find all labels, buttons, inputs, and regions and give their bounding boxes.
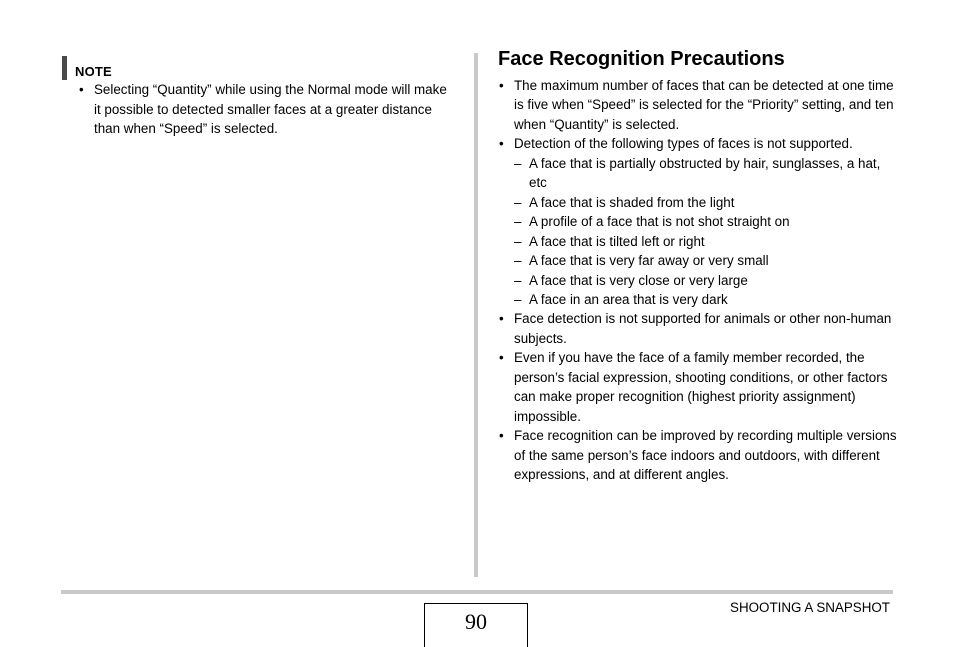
dash-icon: – xyxy=(514,253,522,269)
list-item xyxy=(498,76,898,134)
note-item xyxy=(62,80,452,139)
dash-icon: – xyxy=(514,155,522,171)
list-item xyxy=(498,309,898,348)
dash-icon: – xyxy=(514,214,522,230)
sub-list-item-text: A face that is very far away or very small xyxy=(529,253,769,269)
list-item-text: Face detection is not supported for animals or other non-human subjects. xyxy=(514,311,892,346)
section-title: Face Recognition Precautions xyxy=(498,48,785,70)
note-item-text: Selecting “Quantity” while using the Normal mode will make it possible to detected smaller faces at a greater distance than when “Speed” is selected. xyxy=(94,82,447,137)
note-section xyxy=(62,54,452,139)
sub-list xyxy=(514,154,898,310)
list-item-text: Face recognition can be improved by recording multiple versions of the same person’s face indoors and outdoors, with different expressions, and at different angles. xyxy=(514,428,897,483)
sub-list-item-text: A face in an area that is very dark xyxy=(529,291,728,307)
list-item xyxy=(498,348,898,426)
footer-divider xyxy=(61,590,893,594)
list-item-text: Even if you have the face of a family member recorded, the person’s facial expression, shooting conditions, or other factors can make proper recognition (highest priority assignment) impossible. xyxy=(514,350,888,424)
section-label: SHOOTING A SNAPSHOT xyxy=(730,600,890,615)
dash-icon: – xyxy=(514,291,522,307)
dash-icon: – xyxy=(514,194,522,210)
sub-list-item xyxy=(514,251,898,270)
note-header xyxy=(62,54,452,80)
sub-list-item xyxy=(514,154,898,193)
sub-list-item-text: A face that is very close or very large xyxy=(529,272,748,288)
list-item xyxy=(498,426,898,484)
note-title: NOTE xyxy=(75,64,112,79)
bullet-icon: • xyxy=(79,82,84,97)
column-divider xyxy=(474,53,478,577)
list-item-text: The maximum number of faces that can be detected at one time is five when “Speed” is selected for the “Priority” setting, and ten when “Quantity” is selected. xyxy=(514,78,894,132)
sub-list-item xyxy=(514,232,898,251)
bullet-icon: • xyxy=(499,136,504,152)
dash-icon: – xyxy=(514,233,522,249)
note-marker-bar xyxy=(62,56,67,80)
note-list xyxy=(62,80,452,139)
precautions-section xyxy=(498,47,898,485)
list-item-text: Detection of the following types of faces is not supported. xyxy=(514,136,853,152)
list-item xyxy=(498,134,898,309)
sub-list-item-text: A face that is shaded from the light xyxy=(529,194,735,210)
sub-list-item xyxy=(514,193,898,212)
sub-list-item-text: A face that is partially obstructed by hair, sunglasses, a hat, etc xyxy=(529,155,881,191)
bullet-icon: • xyxy=(499,311,504,327)
dash-icon: – xyxy=(514,272,522,288)
page-number: 90 xyxy=(424,603,528,647)
precautions-list xyxy=(498,76,898,485)
bullet-icon: • xyxy=(499,428,504,444)
bullet-icon: • xyxy=(499,78,504,93)
sub-list-item-text: A face that is tilted left or right xyxy=(529,233,705,249)
sub-list-item-text: A profile of a face that is not shot straight on xyxy=(529,214,790,230)
sub-list-item xyxy=(514,212,898,231)
bullet-icon: • xyxy=(499,350,504,366)
sub-list-item xyxy=(514,271,898,290)
sub-list-item xyxy=(514,290,898,309)
